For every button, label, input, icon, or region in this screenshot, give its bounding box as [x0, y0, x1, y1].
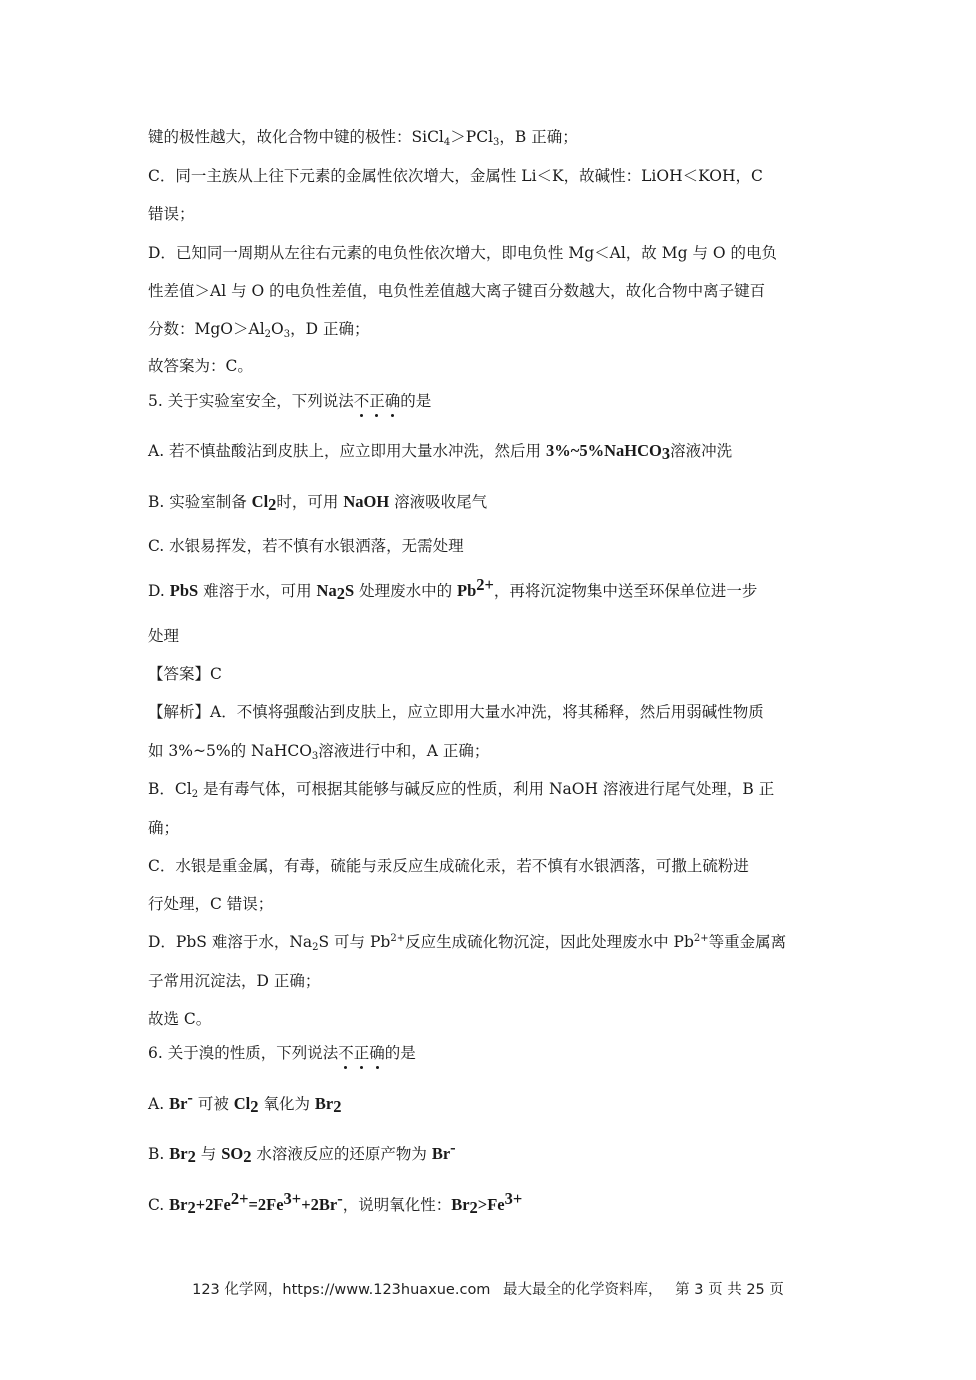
question-5-explanation: 【解析】A．不慎将强酸沾到皮肤上，应立即用大量水冲洗，将其稀释，然后用弱碱性物质: [148, 703, 764, 721]
question-5-explanation: 子常用沉淀法，D 正确；: [148, 972, 321, 990]
text-line: 分数：$MgO>Al_2O_3$，D 正确；: [148, 320, 370, 340]
text-line: C．同一主族从上往下元素的金属性依次增大，金属性 Li＜K，故碱性：LiOH＜KOH，C: [148, 167, 763, 185]
question-6-stem: 6. 关于溴的性质，下列说法不正确的是: [148, 1044, 416, 1062]
question-5-explanation: 确；: [148, 819, 180, 837]
question-5-option-c: C. 水银易挥发，若不慎有水银洒落，无需处理: [148, 537, 464, 555]
question-5-explanation: 行处理，C 错误；: [148, 895, 274, 913]
question-5-explanation: B．$Cl_2$ 是有毒气体，可根据其能够与碱反应的性质，利用 NaOH 溶液进行尾气处理，B 正: [148, 780, 775, 800]
question-6-option-a: A. Br- 可被 $Cl_2$ 氧化为 $Br_2$: [148, 1088, 342, 1116]
footer-slogan: 最大最全的化学资料库，: [503, 1282, 663, 1298]
question-5-option-d-cont: 处理: [148, 627, 180, 645]
footer-site: 123 化学网，https://www.123huaxue.com: [192, 1282, 491, 1298]
text-line: 性差值＞Al 与 O 的电负性差值，电负性差值越大离子键百分数越大，故化合物中离子键百: [148, 282, 766, 300]
question-5-option-d: D. PbS 难溶于水，可用 $Na_2S$ 处理废水中的 $Pb^{2+}$，再将沉淀物集中送至环保单位进一步: [148, 575, 758, 603]
question-5-option-a: A. 若不慎盐酸沾到皮肤上，应立即用大量水冲洗，然后用 3%~5%NaHCO$_3$溶液冲洗: [148, 441, 733, 463]
text-line: 错误；: [148, 205, 195, 223]
question-6-option-c: C. $Br_2+2Fe^{2+}=2Fe^{3+}+2Br^-$，说明氧化性：$Br_2>Fe^{3+}$: [148, 1189, 523, 1217]
question-5-answer: 【答案】C: [148, 665, 222, 683]
question-5-stem: 5. 关于实验室安全，下列说法不正确的是: [148, 392, 432, 410]
text-line: D．已知同一周期从左往右元素的电负性依次增大，即电负性 Mg＜Al，故 Mg 与 O 的电负: [148, 244, 778, 262]
question-5-explanation: 如 3%~5%的 NaHCO$_3$溶液进行中和，A 正确；: [148, 742, 490, 762]
text-line: 故答案为：C。: [148, 357, 253, 375]
question-5-explanation: C．水银是重金属，有毒，硫能与汞反应生成硫化汞，若不慎有水银洒落，可撒上硫粉进: [148, 857, 749, 875]
question-6-option-b: B. $Br_2$ 与 $SO_2$ 水溶液反应的还原产物为 Br-: [148, 1138, 456, 1166]
text-line: 键的极性越大，故化合物中键的极性：SiCl$_4$＞PCl$_3$，B 正确；: [148, 128, 578, 148]
page-footer: [0, 1278, 976, 1299]
footer-page-number: 第 3 页 共 25 页: [675, 1282, 784, 1298]
question-5-option-b: B. 实验室制备 $Cl_2$时，可用 NaOH 溶液吸收尾气: [148, 492, 488, 514]
question-5-explanation: D．PbS 难溶于水，$Na_2S$ 可与 $Pb^{2+}$反应生成硫化物沉淀，因此处理废水中 $Pb^{2+}$等重金属离: [148, 933, 787, 953]
question-5-explanation: 故选 C。: [148, 1010, 212, 1028]
